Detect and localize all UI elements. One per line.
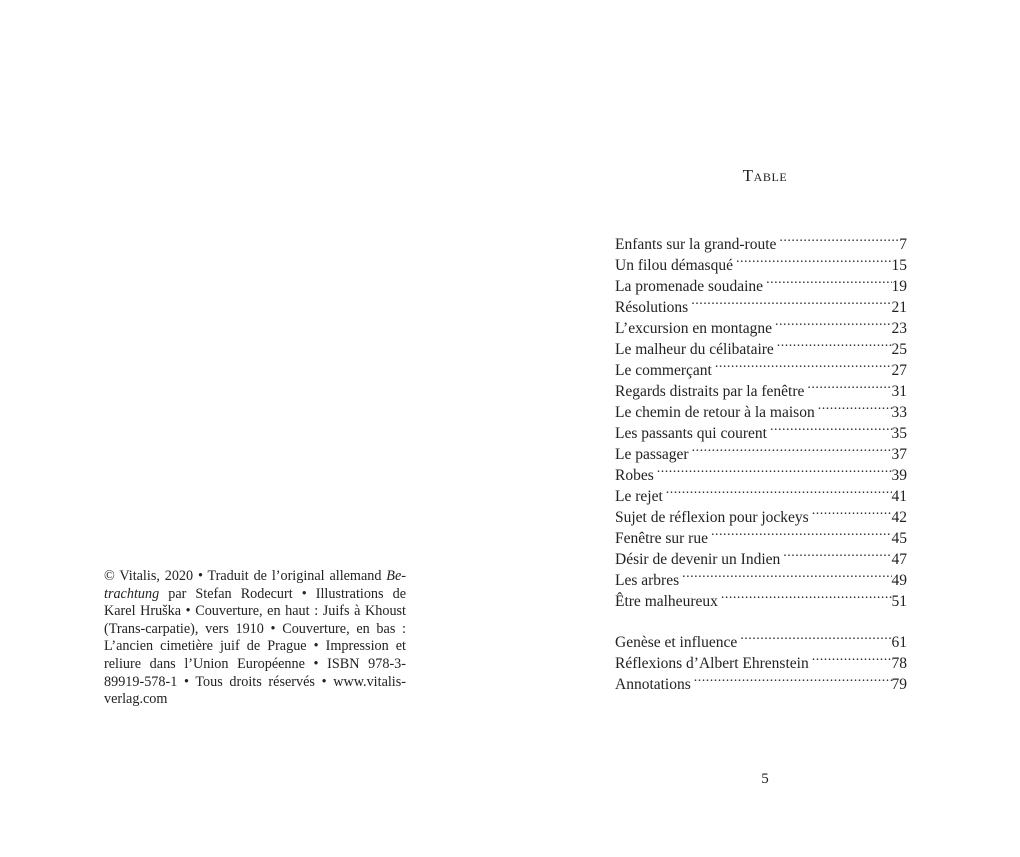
toc-entry-label: Résolutions	[615, 299, 689, 316]
toc-leader-dots	[812, 501, 892, 522]
toc-leader-dots	[694, 668, 892, 689]
toc-entry-label: Le malheur du célibataire	[615, 341, 774, 358]
toc-leader-dots	[807, 375, 891, 396]
toc-entry-page: 37	[891, 446, 907, 463]
toc-entry-page: 45	[891, 530, 907, 547]
toc-entry-label: Désir de devenir un Indien	[615, 551, 781, 568]
toc-entry-page: 31	[891, 383, 907, 400]
toc-leader-dots	[711, 522, 892, 543]
toc-entry-label: La promenade soudaine	[615, 278, 764, 295]
toc-entry-label: L’excursion en montagne	[615, 320, 772, 337]
toc-entry-page: 33	[891, 404, 907, 421]
toc-leader-dots	[682, 564, 891, 585]
toc-leader-dots	[740, 626, 891, 647]
toc-entry-label: Les arbres	[615, 572, 680, 589]
toc-leader-dots	[715, 354, 892, 375]
toc-entry-page: 7	[899, 236, 907, 253]
toc-entry-label: Enfants sur la grand-route	[615, 236, 777, 253]
toc-entry-page: 35	[891, 425, 907, 442]
toc-leader-dots	[736, 249, 892, 270]
imprint-lead: © Vitalis, 2020 • Traduit de l’original allemand	[104, 568, 387, 584]
toc-entry-label: Réflexions d’Albert Ehrenstein	[615, 655, 809, 672]
toc-leader-dots	[657, 459, 892, 480]
toc-entry	[615, 459, 907, 484]
toc-leader-dots	[777, 333, 892, 354]
toc-entry-page: 39	[891, 467, 907, 484]
toc-entry-page: 42	[891, 509, 907, 526]
toc-entry-label: Le rejet	[615, 488, 663, 505]
toc-title-text: Table	[742, 166, 788, 185]
toc-leader-dots	[721, 585, 892, 606]
toc-entry-page: 49	[891, 572, 907, 589]
toc-leader-dots	[783, 543, 891, 564]
toc-entry-page: 27	[891, 362, 907, 379]
toc-leader-dots	[779, 228, 899, 249]
toc-leader-dots	[775, 312, 892, 333]
toc-entry-page: 61	[891, 634, 907, 651]
toc-entry-label: Genèse et influence	[615, 634, 738, 651]
toc-entry-page: 79	[891, 676, 907, 693]
toc-entry	[615, 626, 907, 651]
imprint-title-part1: Be-	[386, 568, 406, 584]
toc-entry-label: Regards distraits par la fenêtre	[615, 383, 805, 400]
toc-entry-label: Le chemin de retour à la maison	[615, 404, 815, 421]
toc-entry-page: 19	[891, 278, 907, 295]
toc-entry-label: Fenêtre sur rue	[615, 530, 708, 547]
toc-entry-label: Être malheureux	[615, 593, 718, 610]
toc-entry-page: 23	[891, 320, 907, 337]
toc-title	[700, 166, 830, 186]
imprint-title-part2: trachtung	[104, 585, 160, 602]
toc-appendix-group	[615, 626, 907, 693]
toc-entry-label: Les passants qui courent	[615, 425, 767, 442]
toc-main-group	[615, 228, 907, 610]
toc-leader-dots	[766, 270, 891, 291]
toc-leader-dots	[770, 417, 892, 438]
imprint-text	[104, 568, 406, 709]
toc-entry-label: Robes	[615, 467, 654, 484]
toc-leader-dots	[666, 480, 892, 501]
toc-entry-page: 25	[891, 341, 907, 358]
toc-entry-label: Le passager	[615, 446, 689, 463]
toc-entry	[615, 228, 907, 253]
toc-entry-label: Le commerçant	[615, 362, 712, 379]
imprint-rest: par Stefan Rodecurt • Illustrations de Karel Hruška • Couverture, en haut : Juifs à Khoust (Trans-carpatie), vers 1910 • Couverture, en bas : L’ancien cimetière juif de Prague • Impression et reliure dans l’Union Européenne • ISBN 978-3-89919-578-1 • Tous droits réservés • www.vitalis-verlag.com	[104, 585, 406, 708]
toc-leader-dots	[818, 396, 892, 417]
toc-leader-dots	[692, 438, 892, 459]
toc-leader-dots	[812, 647, 892, 668]
toc-entry-page: 78	[891, 655, 907, 672]
toc-entry-page: 51	[891, 593, 907, 610]
page-number: 5	[761, 771, 769, 787]
toc-entry-label: Sujet de réflexion pour jockeys	[615, 509, 809, 526]
toc-entry-page: 15	[891, 257, 907, 274]
toc-entry-label: Annotations	[615, 676, 691, 693]
toc-entry	[615, 480, 907, 505]
toc-entry-label: Un filou démasqué	[615, 257, 733, 274]
table-of-contents	[615, 228, 907, 693]
toc-entry-page: 47	[891, 551, 907, 568]
toc-entry-page: 41	[891, 488, 907, 505]
toc-entry-page: 21	[891, 299, 907, 316]
toc-leader-dots	[691, 291, 891, 312]
